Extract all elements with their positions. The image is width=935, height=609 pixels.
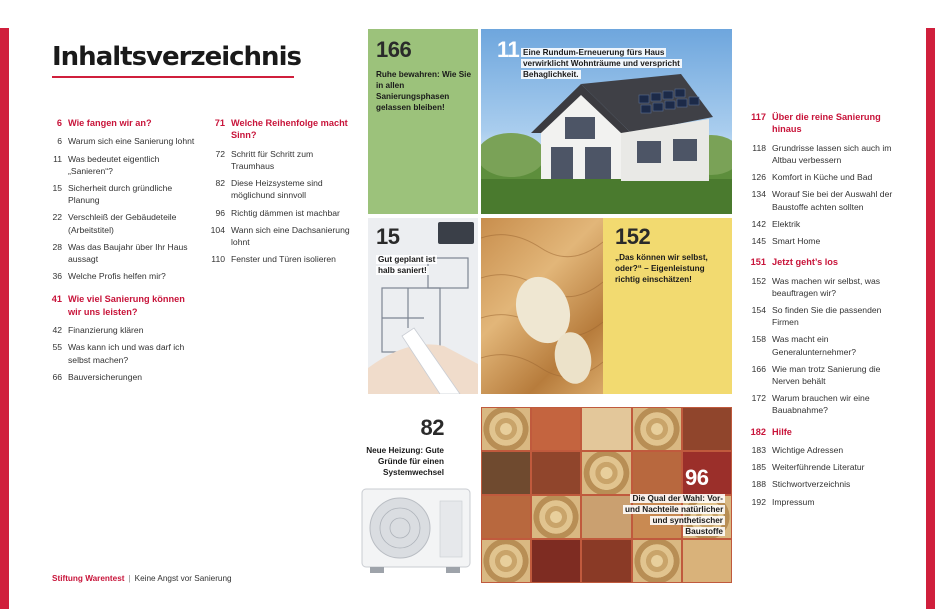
toc-entry-title: Richtig dämmen ist machbar (231, 207, 340, 218)
toc-entry-title: Verschleiß der Gebäudeteile (Arbeitstitel) (68, 212, 177, 235)
toc-entry-title: Was kann ich und was darf ich selbst machen? (68, 342, 185, 365)
footer-separator: | (128, 574, 131, 583)
tile-166[interactable] (368, 29, 478, 214)
toc-entry-title: Elektrik (772, 218, 801, 229)
toc-section (50, 293, 198, 383)
toc-entry-title: Welche Profis helfen mir? (68, 271, 166, 282)
toc-entry[interactable] (744, 392, 904, 416)
toc-entry[interactable] (50, 341, 198, 365)
toc-chapter-heading[interactable] (203, 117, 358, 142)
toc-entry[interactable] (744, 275, 904, 299)
toc-entry-page: 188 (751, 479, 766, 490)
tile-page-number: 11 (497, 37, 520, 62)
footer-brand: Stiftung Warentest (52, 574, 125, 583)
toc-entry-page: 172 (751, 393, 766, 404)
toc-chapter-page: 182 (750, 426, 766, 437)
toc-entry-title: Fenster und Türen isolieren (231, 254, 336, 265)
toc-column-1 (50, 117, 198, 394)
toc-chapter-title: Hilfe (772, 426, 792, 437)
material-sample (532, 452, 580, 494)
toc-entry-page: 82 (215, 178, 225, 189)
toc-entry[interactable] (744, 444, 904, 456)
toc-entry[interactable] (50, 241, 198, 265)
toc-entry-title: Wichtige Adressen (772, 445, 844, 456)
toc-entry-page: 192 (751, 496, 766, 507)
tile-page-number: 166 (376, 37, 412, 62)
toc-entry[interactable] (50, 371, 198, 383)
tile-11-house-photo[interactable] (481, 29, 732, 214)
toc-entry[interactable] (203, 177, 358, 201)
toc-entry-title: Schritt für Schritt zum Traumhaus (231, 148, 314, 172)
toc-entry-page: 152 (751, 275, 766, 286)
tile-page-number: 152 (615, 224, 651, 249)
toc-entry-page: 36 (52, 271, 62, 282)
toc-chapter-title: Welche Reihenfolge macht Sinn? (231, 118, 348, 141)
tile-caption: Gut geplant ist halb saniert! (378, 255, 436, 275)
toc-entry[interactable] (744, 496, 904, 508)
material-sample (683, 540, 731, 582)
toc-entry-title: Weiterführende Literatur (772, 462, 865, 473)
toc-entry-title: Smart Home (772, 236, 821, 247)
toc-entry-title: Was das Baujahr über Ihr Haus aussagt (68, 241, 188, 265)
toc-entry-title: Komfort in Küche und Bad (772, 172, 873, 183)
tile-caption: Die Qual der Wahl: Vor- und Nachteile natürlicher und synthetischer Baustoffe (625, 494, 724, 536)
toc-chapter-page: 117 (751, 112, 766, 122)
material-sample (482, 452, 530, 494)
toc-chapter-page: 151 (750, 257, 766, 268)
toc-entry[interactable] (744, 478, 904, 490)
material-sample (683, 408, 731, 450)
toc-entry-page: 28 (52, 241, 62, 252)
page-footer (52, 574, 232, 583)
tile-page-number: 15 (376, 224, 400, 249)
material-sample (582, 408, 630, 450)
toc-section (744, 256, 904, 416)
tile-page-number: 96 (685, 465, 709, 490)
toc-entry-title: Sicherheit durch gründliche Planung (68, 183, 173, 206)
toc-entry[interactable] (50, 324, 198, 336)
toc-entry-page: 55 (52, 342, 62, 353)
toc-entry-page: 118 (752, 142, 766, 153)
toc-entry-page: 22 (52, 212, 62, 223)
toc-entry-page: 158 (751, 334, 766, 345)
toc-chapter-page: 71 (214, 118, 225, 128)
insulation-illustration (481, 218, 603, 394)
left-edge-bar (0, 28, 9, 609)
toc-chapter-heading[interactable] (50, 117, 198, 129)
tile-caption: „Das können wir selbst, oder?“ – Eigenleistung richtig einschätzen! (615, 253, 708, 284)
toc-entry-page: 15 (52, 183, 62, 194)
toc-section (50, 117, 198, 282)
toc-entry-page: 11 (53, 153, 62, 164)
tile-caption: Neue Heizung: Gute Gründe für einen Systemwechsel (366, 446, 444, 477)
toc-section (744, 111, 904, 247)
toc-chapter-page: 41 (51, 294, 62, 305)
toc-entry-page: 185 (751, 462, 766, 473)
right-edge-bar (926, 28, 935, 609)
toc-entry-page: 154 (751, 305, 766, 316)
toc-entry-title: Impressum (772, 496, 815, 507)
toc-entry-title: Was bedeutet eigentlich „Sanieren“? (68, 153, 160, 176)
toc-entry-page: 183 (751, 445, 766, 456)
toc-entry-title: Bauversicherungen (68, 371, 143, 382)
toc-entry[interactable] (50, 270, 198, 282)
tile-152[interactable] (603, 218, 732, 394)
page-title: Inhaltsverzeichnis (52, 42, 301, 72)
toc-entry-page: 134 (751, 189, 766, 200)
toc-entry-page: 110 (211, 254, 225, 265)
toc-entry[interactable] (50, 135, 198, 147)
material-sample (633, 540, 681, 582)
tile-15-blueprint-photo[interactable] (368, 218, 478, 394)
toc-section (203, 117, 358, 265)
toc-entry-title: So finden Sie die passenden Firmen (772, 305, 882, 328)
material-sample (582, 452, 630, 494)
material-sample (532, 496, 580, 538)
toc-entry-title: Wie man trotz Sanierung die Nerven behält (772, 363, 881, 387)
toc-entry-title: Finanzierung klären (68, 325, 144, 336)
toc-entry-title: Warum sich eine Sanierung lohnt (68, 136, 195, 147)
material-sample (532, 408, 580, 450)
toc-entry[interactable] (203, 207, 358, 219)
toc-column-3 (744, 111, 904, 517)
toc-entry-page: 66 (52, 371, 62, 382)
material-sample (482, 540, 530, 582)
toc-entry[interactable] (744, 188, 904, 212)
toc-entry-title: Worauf Sie bei der Auswahl der Baustoffe achten sollten (772, 189, 893, 212)
toc-entry-title: Grundrisse lassen sich auch im Altbau verbessern (772, 142, 892, 166)
material-sample (582, 540, 630, 582)
toc-section (744, 426, 904, 508)
tile-152-insulation-photo (481, 218, 603, 394)
tile-caption: Eine Rundum-Erneuerung fürs Haus verwirklicht Wohnträume und verspricht Behaglichkeit. (523, 48, 680, 79)
toc-entry-title: Was macht ein Generalunternehmer? (772, 334, 857, 357)
toc-entry-title: Was machen wir selbst, was beauftragen wir? (772, 275, 881, 298)
material-sample (532, 540, 580, 582)
toc-chapter-title: Wie viel Sanierung können wir uns leisten? (68, 294, 185, 317)
material-sample (482, 496, 530, 538)
material-sample (482, 408, 530, 450)
toc-chapter-title: Über die reine Sanierung hinaus (772, 112, 881, 135)
toc-entry-page: 166 (751, 363, 766, 374)
tile-caption: Ruhe bewahren: Wie Sie in allen Sanierungsphasen gelassen bleiben! (376, 70, 472, 112)
toc-entry-page: 142 (751, 218, 766, 229)
toc-entry-page: 104 (210, 224, 225, 235)
toc-entry[interactable] (744, 142, 904, 166)
toc-entry[interactable] (744, 171, 904, 183)
material-sample (633, 452, 681, 494)
toc-entry-title: Warum brauchen wir eine Bauabnahme? (772, 393, 870, 416)
toc-entry-page: 6 (57, 136, 62, 147)
toc-chapter-heading[interactable] (744, 111, 904, 136)
toc-entry[interactable] (744, 235, 904, 247)
title-underline (52, 76, 294, 78)
toc-entry[interactable] (203, 224, 358, 248)
toc-chapter-heading[interactable] (744, 256, 904, 268)
footer-book-title: Keine Angst vor Sanierung (134, 574, 232, 583)
heat-pump-unit-illustration (360, 487, 472, 577)
toc-entry-title: Diese Heizsysteme sind möglichund sinnvoll (231, 178, 323, 201)
toc-entry[interactable] (203, 148, 358, 172)
toc-chapter-heading[interactable] (744, 426, 904, 438)
toc-entry[interactable] (744, 218, 904, 230)
toc-entry-page: 145 (751, 236, 766, 247)
material-sample (633, 408, 681, 450)
toc-chapter-heading[interactable] (50, 293, 198, 318)
tile-96-materials-photo[interactable] (481, 407, 732, 583)
toc-entry[interactable] (744, 363, 904, 387)
toc-entry[interactable] (744, 333, 904, 357)
toc-entry-title: Stichwortverzeichnis (772, 479, 851, 490)
toc-entry-page: 96 (215, 207, 225, 218)
toc-entry[interactable] (744, 461, 904, 473)
toc-entry[interactable] (203, 253, 358, 265)
toc-entry[interactable] (50, 211, 198, 235)
toc-entry-title: Wann sich eine Dachsanierung lohnt (231, 224, 350, 248)
toc-chapter-page: 6 (56, 118, 62, 128)
toc-entry-page: 72 (215, 148, 225, 159)
toc-entry-page: 42 (52, 325, 62, 336)
toc-chapter-title: Jetzt geht’s los (772, 257, 839, 268)
toc-chapter-title: Wie fangen wir an? (68, 118, 152, 128)
toc-entry[interactable] (744, 304, 904, 328)
tile-page-number: 82 (420, 415, 444, 440)
toc-column-2 (203, 117, 358, 276)
toc-entry[interactable] (50, 153, 198, 177)
toc-entry-page: 126 (751, 172, 766, 183)
toc-entry[interactable] (50, 182, 198, 206)
tile-82-heatpump[interactable] (352, 407, 480, 583)
